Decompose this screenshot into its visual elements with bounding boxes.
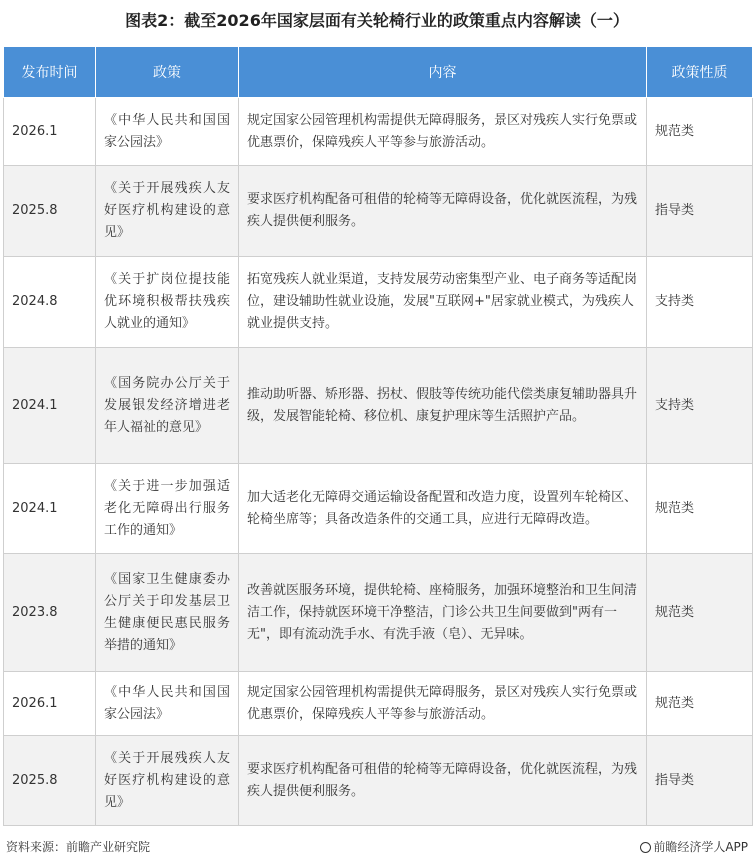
row-date: 2024.8: [4, 257, 96, 348]
row-date: 2023.8: [4, 554, 96, 672]
table-row: [4, 98, 753, 166]
row-category: 规范类: [647, 464, 753, 554]
row-policy: 《关于开展残疾人友好医疗机构建设的意见》: [96, 166, 239, 257]
row-policy: 《关于进一步加强适老化无障碍出行服务工作的通知》: [96, 464, 239, 554]
row-category: 规范类: [647, 98, 753, 166]
row-policy: 《中华人民共和国国家公园法》: [96, 98, 239, 166]
row-date: 2025.8: [4, 736, 96, 826]
row-date: 2026.1: [4, 98, 96, 166]
row-category: 支持类: [647, 257, 753, 348]
source-note: 资料来源：前瞻产业研究院: [6, 840, 151, 854]
header-date: 发布时间: [4, 47, 96, 98]
brand-credit: [640, 838, 748, 855]
row-policy: 《国务院办公厅关于发展银发经济增进老年人福祉的意见》: [96, 348, 239, 464]
row-content: 规定国家公园管理机构需提供无障碍服务，景区对残疾人实行免票或优惠票价，保障残疾人平等参与旅游活动。: [239, 672, 647, 736]
header-category: 政策性质: [647, 47, 753, 98]
row-date: 2025.8: [4, 166, 96, 257]
app-logo-icon: [640, 842, 651, 853]
table-row: [4, 257, 753, 348]
policy-table: [3, 46, 753, 826]
table-row: [4, 464, 753, 554]
brand-label: 前瞻经济学人APP: [653, 840, 748, 854]
row-policy: 《国家卫生健康委办公厅关于印发基层卫生健康便民惠民服务举措的通知》: [96, 554, 239, 672]
row-date: 2024.1: [4, 464, 96, 554]
row-content: 改善就医服务环境，提供轮椅、座椅服务，加强环境整治和卫生间清洁工作，保持就医环境干净整洁，门诊公共卫生间要做到"两有一无"，即有流动洗手水、有洗手液（皂）、无异味。: [239, 554, 647, 672]
row-date: 2026.1: [4, 672, 96, 736]
chart-title: 图表2：截至2026年国家层面有关轮椅行业的政策重点内容解读（一）: [125, 11, 629, 30]
row-category: 支持类: [647, 348, 753, 464]
header-content: 内容: [239, 47, 647, 98]
table-row: [4, 554, 753, 672]
row-content: 规定国家公园管理机构需提供无障碍服务，景区对残疾人实行免票或优惠票价，保障残疾人平等参与旅游活动。: [239, 98, 647, 166]
row-category: 规范类: [647, 554, 753, 672]
table-row: [4, 166, 753, 257]
row-content: 要求医疗机构配备可租借的轮椅等无障碍设备，优化就医流程，为残疾人提供便利服务。: [239, 166, 647, 257]
row-content: 拓宽残疾人就业渠道，支持发展劳动密集型产业、电子商务等适配岗位，建设辅助性就业设施，发展"互联网+"居家就业模式，为残疾人就业提供支持。: [239, 257, 647, 348]
row-content: 推动助听器、矫形器、拐杖、假肢等传统功能代偿类康复辅助器具升级，发展智能轮椅、移位机、康复护理床等生活照护产品。: [239, 348, 647, 464]
header-policy: 政策: [96, 47, 239, 98]
table-row: [4, 736, 753, 826]
row-category: 规范类: [647, 672, 753, 736]
table-row: [4, 348, 753, 464]
row-category: 指导类: [647, 166, 753, 257]
table-row: [4, 672, 753, 736]
row-category: 指导类: [647, 736, 753, 826]
row-content: 要求医疗机构配备可租借的轮椅等无障碍设备，优化就医流程，为残疾人提供便利服务。: [239, 736, 647, 826]
row-policy: 《关于开展残疾人友好医疗机构建设的意见》: [96, 736, 239, 826]
row-date: 2024.1: [4, 348, 96, 464]
table-header-row: [4, 47, 753, 98]
row-policy: 《关于扩岗位提技能优环境积极帮扶残疾人就业的通知》: [96, 257, 239, 348]
row-content: 加大适老化无障碍交通运输设备配置和改造力度，设置列车轮椅区、轮椅坐席等；具备改造条件的交通工具，应进行无障碍改造。: [239, 464, 647, 554]
row-policy: 《中华人民共和国国家公园法》: [96, 672, 239, 736]
